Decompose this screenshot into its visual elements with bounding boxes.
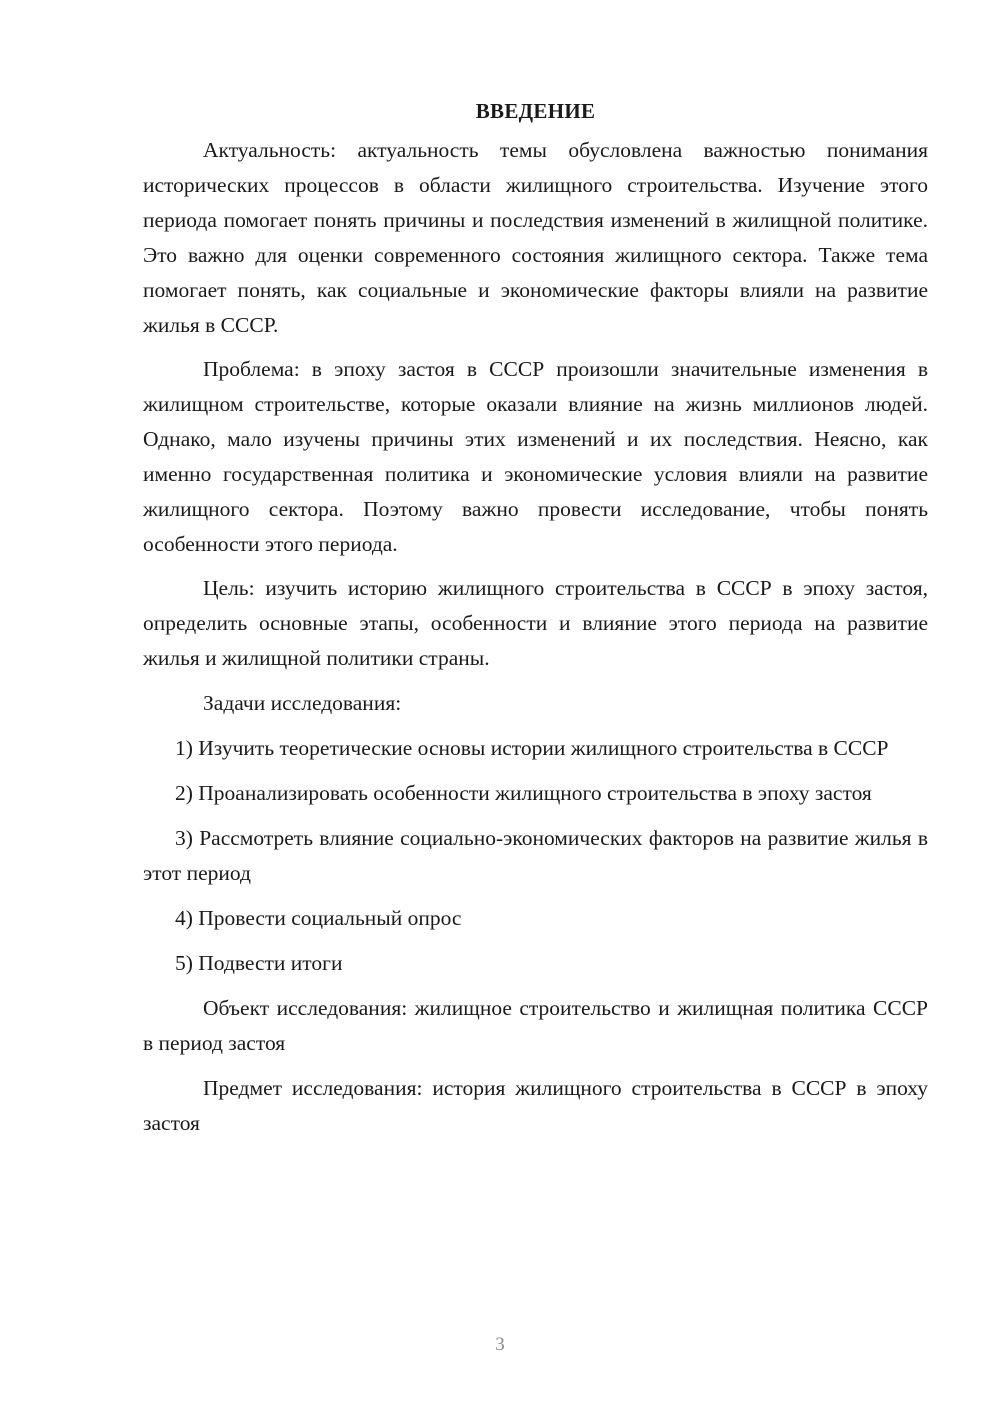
object-paragraph: Объект исследования: жилищное строительство и жилищная политика СССР в период застоя (143, 996, 928, 1055)
task-item-2: 2) Проанализировать особенности жилищного строительства в эпоху застоя (175, 781, 872, 805)
task-item-1: 1) Изучить теоретические основы истории жилищного строительства в СССР (175, 736, 889, 760)
relevance-paragraph: Актуальность: актуальность темы обусловлена важностью понимания исторических процессов в области жилищного строительства. Изучение этого периода помогает понять причины и последствия изменений в жилищной политике. Это важно для оценки современного состояния жилищного сектора. Также тема помогает понять, как социальные и экономические факторы влияли на развитие жилья в СССР. (143, 138, 928, 337)
goal-paragraph: Цель: изучить историю жилищного строительства в СССР в эпоху застоя, определить основные этапы, особенности и влияние этого периода на развитие жилья и жилищной политики страны. (143, 576, 928, 670)
tasks-heading: Задачи исследования: (203, 691, 402, 715)
task-item-4: 4) Провести социальный опрос (175, 906, 462, 930)
subject-paragraph: Предмет исследования: история жилищного строительства в СССР в эпоху застоя (143, 1076, 928, 1135)
problem-paragraph: Проблема: в эпоху застоя в СССР произошли значительные изменения в жилищном строительстве, которые оказали влияние на жизнь миллионов людей. Однако, мало изучены причины этих изменений и их последствия. Неясно, как именно государственная политика и экономические условия влияли на развитие жилищного сектора. Поэтому важно провести исследование, чтобы понять особенности этого периода. (143, 357, 928, 556)
page-number: 3 (495, 1334, 505, 1355)
task-item-5: 5) Подвести итоги (175, 951, 343, 975)
task-item-3: 3) Рассмотреть влияние социально-экономических факторов на развитие жилья в этот период (143, 826, 928, 885)
section-heading: ВВЕДЕНИЕ (475, 99, 596, 123)
page-content (143, 95, 928, 1141)
